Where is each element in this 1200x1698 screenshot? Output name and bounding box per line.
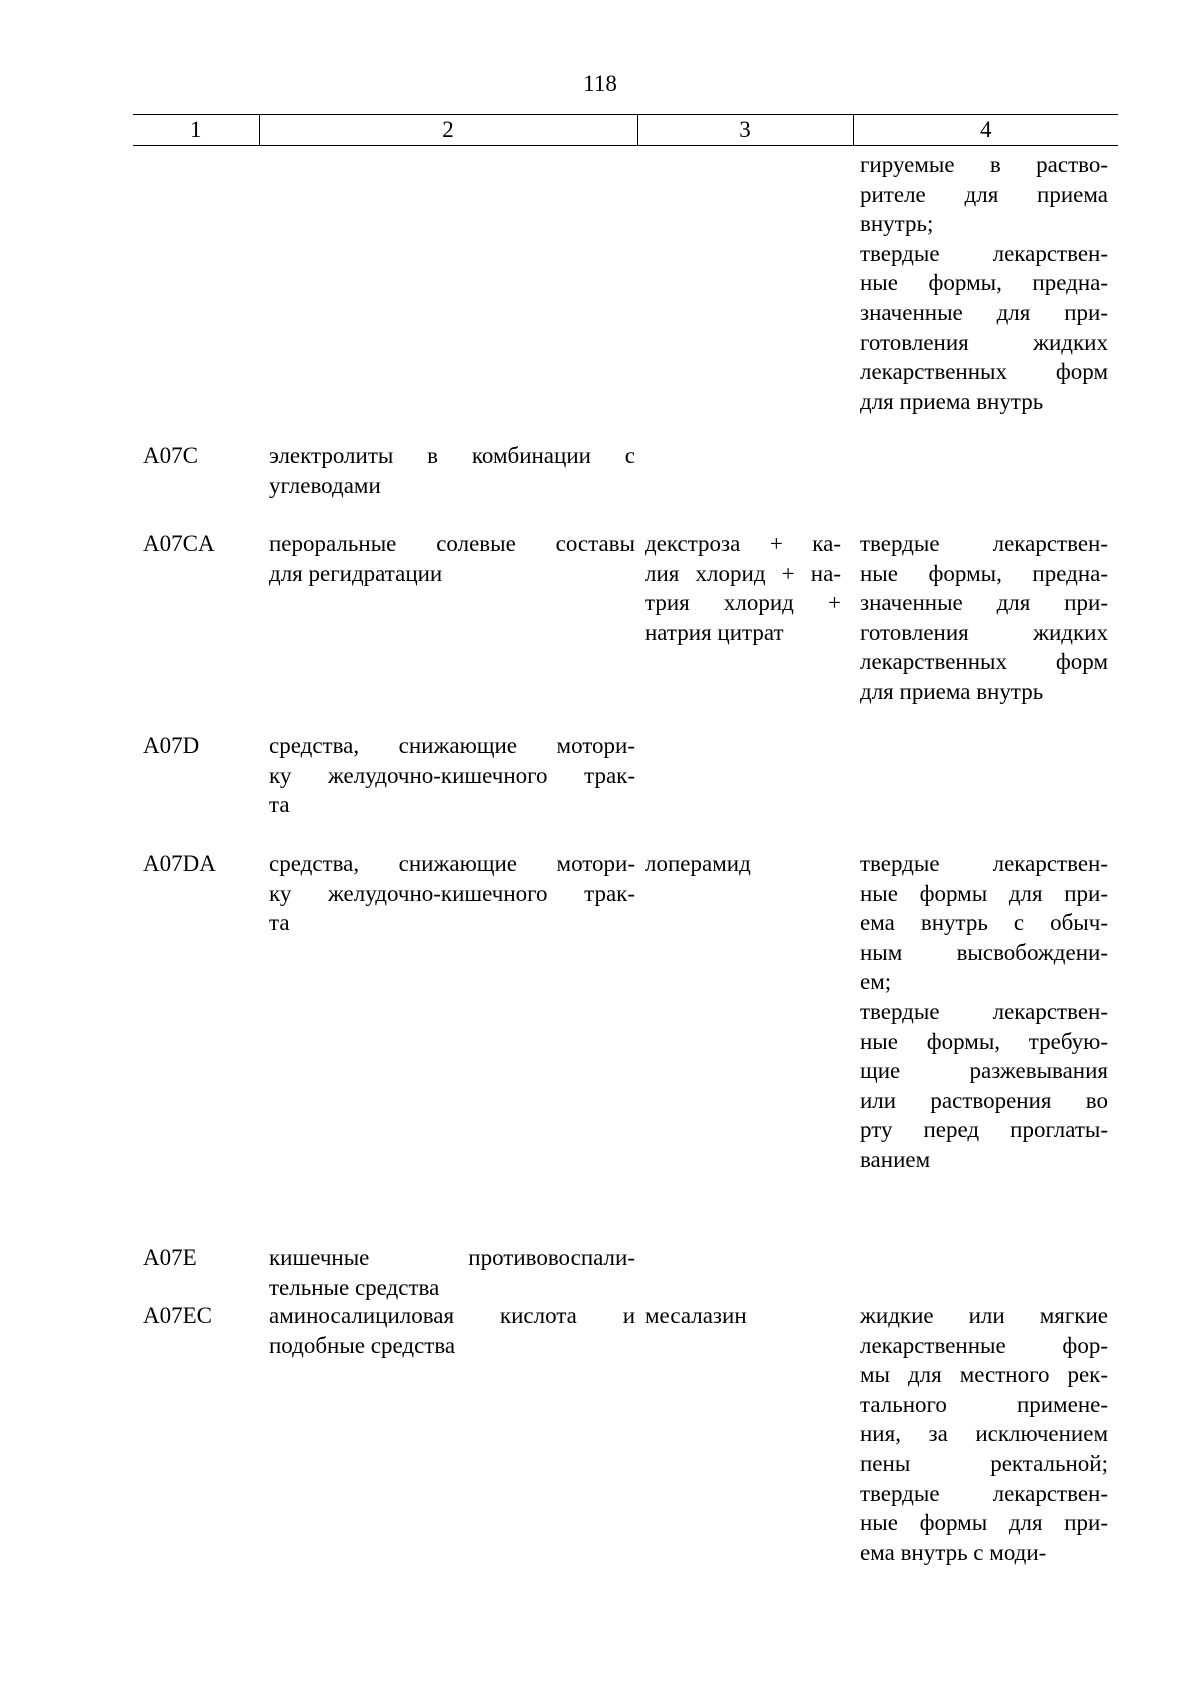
drug-name-line: месалазин (645, 1303, 747, 1328)
dosage-form-line: твердые лекарствен- (860, 998, 1108, 1024)
dosage-form-line: готовления жидких (860, 619, 1108, 645)
dosage-form (860, 529, 1108, 707)
dosage-form-line: лекарственных форм (860, 359, 1108, 385)
anatomical-group (269, 731, 635, 820)
anatomical-group-line: для регидратации (269, 560, 443, 586)
dosage-form-line: твердые лекарствен- (860, 1480, 1108, 1506)
anatomical-group (269, 441, 635, 500)
atc-code: A07D (143, 733, 200, 758)
anatomical-group-line: аминосалициловая кислота и (269, 1303, 635, 1328)
atc-code: A07C (143, 443, 198, 468)
anatomical-group-line: та (269, 910, 290, 936)
dosage-form-line: твердые лекарствен- (860, 851, 1108, 876)
drug-name-line: лоперамид (645, 851, 751, 876)
dosage-form-line: рту перед проглаты- (860, 1117, 1108, 1143)
dosage-form-line: готовления жидких (860, 329, 1108, 355)
dosage-form-line: ем; (860, 969, 892, 995)
column-header-4: 4 (853, 115, 1118, 146)
drug-name (645, 529, 841, 647)
dosage-form-line: ема внутрь с обыч- (860, 910, 1108, 936)
dosage-form-line: для приема внутрь (860, 388, 1044, 414)
dosage-form-line: внутрь; (860, 211, 934, 237)
dosage-form-line: лекарственные фор- (860, 1332, 1108, 1358)
anatomical-group (269, 529, 635, 588)
drug-name-line: трия хлорид + (645, 590, 841, 616)
anatomical-group (269, 1243, 635, 1302)
anatomical-group-line: углеводами (269, 472, 381, 498)
anatomical-group-line: та (269, 792, 290, 818)
drug-name (645, 849, 841, 879)
anatomical-group-line: пероральные солевые составы (269, 531, 635, 556)
anatomical-group-line: средства, снижающие мотори- (269, 733, 635, 758)
dosage-form-line: жидкие или мягкие (860, 1303, 1108, 1328)
dosage-form-line: значенные для при- (860, 590, 1108, 616)
dosage-form-line: твердые лекарствен- (860, 531, 1108, 556)
drug-name-line: лия хлорид + на- (645, 560, 841, 586)
dosage-form-line: или растворения во (860, 1087, 1108, 1113)
anatomical-group (269, 849, 635, 938)
atc-code: A07CA (143, 531, 215, 556)
column-header-2: 2 (259, 115, 637, 146)
drug-name-line: натрия цитрат (645, 619, 784, 645)
dosage-form-line: для приема внутрь (860, 678, 1044, 704)
anatomical-group (269, 1301, 635, 1360)
column-header-1: 1 (133, 115, 259, 146)
dosage-form (860, 1301, 1108, 1567)
anatomical-group-line: кишечные противовоспали- (269, 1245, 635, 1270)
dosage-form-line: тального примене- (860, 1391, 1108, 1417)
column-header-3: 3 (637, 115, 853, 146)
page-number: 118 (583, 71, 617, 96)
anatomical-group-line: средства, снижающие мотори- (269, 851, 635, 876)
dosage-form (860, 849, 1108, 1175)
dosage-form-line: ванием (860, 1146, 931, 1172)
dosage-form (860, 150, 1108, 416)
dosage-form-line: ема внутрь с моди- (860, 1539, 1047, 1565)
dosage-form-line: щие разжевывания (860, 1058, 1108, 1084)
drug-name-line: декстроза + ка- (645, 531, 841, 556)
anatomical-group-line: электролиты в комбинации с (269, 443, 635, 468)
dosage-form-line: мы для местного рек- (860, 1362, 1108, 1388)
dosage-form-line: рителе для приема (860, 181, 1108, 207)
anatomical-group-line: подобные средства (269, 1332, 456, 1358)
dosage-form-line: ные формы, предна- (860, 560, 1108, 586)
anatomical-group-line: ку желудочно-кишечного трак- (269, 762, 635, 788)
drug-name (645, 1301, 841, 1331)
dosage-form-line: ные формы, предна- (860, 270, 1108, 296)
dosage-form-line: ные формы для при- (860, 1510, 1108, 1536)
dosage-form-line: значенные для при- (860, 299, 1108, 325)
dosage-form-line: лекарственных форм (860, 649, 1108, 675)
dosage-form-line: ные формы, требую- (860, 1028, 1108, 1054)
atc-code: A07E (143, 1245, 197, 1270)
dosage-form-line: твердые лекарствен- (860, 240, 1108, 266)
dosage-form-line: ния, за исключением (860, 1421, 1108, 1447)
dosage-form-line: ным высвобождени- (860, 939, 1108, 965)
column-header-row (133, 114, 1118, 146)
atc-code: A07DA (143, 851, 216, 876)
atc-code: A07EC (143, 1303, 212, 1328)
dosage-form-line: ные формы для при- (860, 880, 1108, 906)
dosage-form-line: гируемые в раство- (860, 152, 1108, 177)
dosage-form-line: пены ректальной; (860, 1450, 1108, 1476)
anatomical-group-line: тельные средства (269, 1274, 440, 1300)
anatomical-group-line: ку желудочно-кишечного трак- (269, 880, 635, 906)
